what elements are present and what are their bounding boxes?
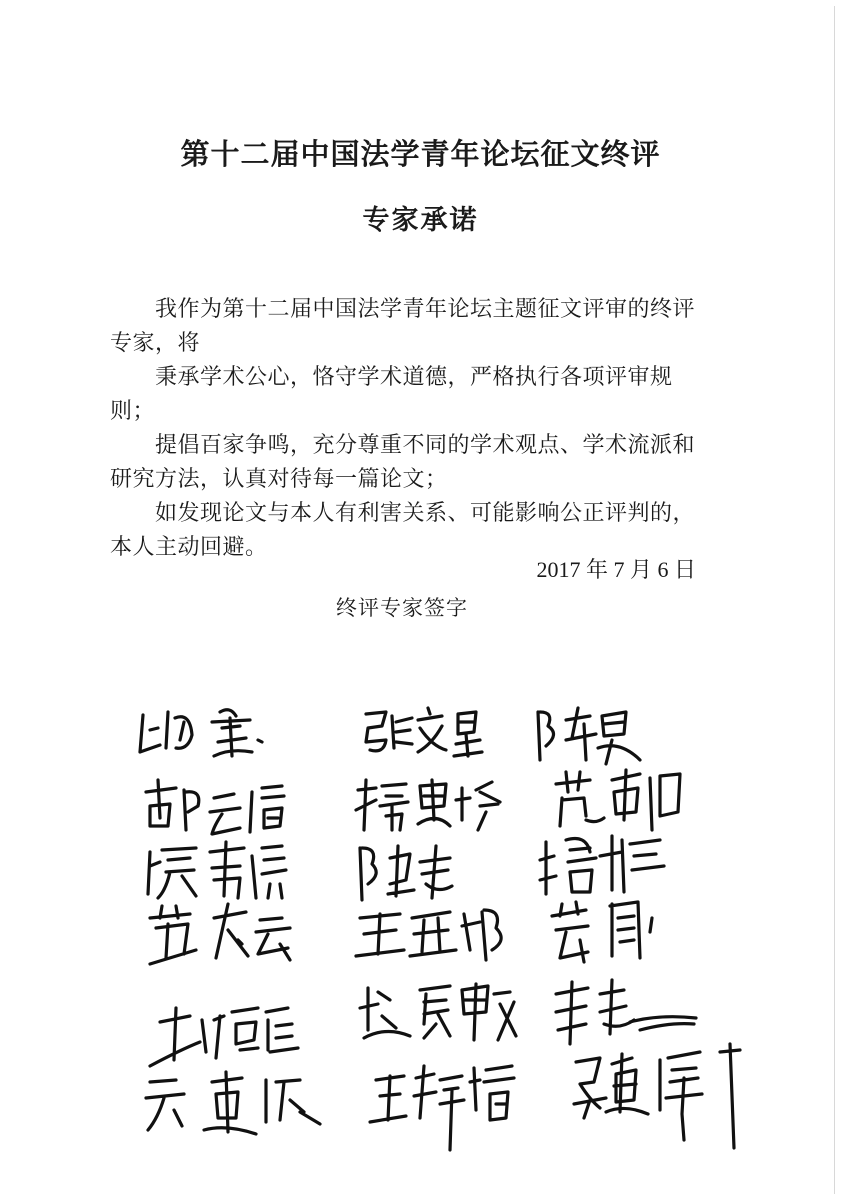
handwritten-signature <box>556 980 696 1044</box>
document-subtitle: 专家承诺 <box>362 205 479 236</box>
pledge-paragraph: 如发现论文与本人有利害关系、可能影响公正评判的，本人主动回避。 <box>110 501 696 560</box>
handwritten-signature <box>366 708 482 756</box>
signature-label: 终评专家签字 <box>336 596 468 620</box>
handwritten-signature <box>360 846 452 900</box>
handwritten-signature <box>574 1044 740 1148</box>
handwritten-signature <box>148 842 286 898</box>
handwritten-signature <box>552 902 652 962</box>
handwritten-signature <box>356 910 501 960</box>
handwritten-signature <box>356 780 500 830</box>
handwritten-signature <box>150 1008 298 1066</box>
handwritten-signature <box>556 770 680 830</box>
document-title: 第十二届中国法学青年论坛征文终评 <box>180 137 661 171</box>
handwritten-signature <box>370 1066 514 1150</box>
handwritten-signature <box>360 984 516 1040</box>
pledge-paragraph: 提倡百家争鸣，充分尊重不同的学术观点、学术流派和研究方法，认真对待每一篇论文； <box>110 433 696 492</box>
handwritten-signature <box>538 708 640 764</box>
document-date: 2017 年 7 月 6 日 <box>536 557 696 582</box>
handwritten-signature <box>140 710 262 756</box>
handwritten-signature <box>146 1072 320 1134</box>
handwritten-signature <box>150 904 290 964</box>
pledge-paragraph: 秉承学术公心，恪守学术道德，严格执行各项评审规则； <box>110 365 673 424</box>
handwritten-signature <box>540 836 664 894</box>
pledge-paragraph: 我作为第十二届中国法学青年论坛主题征文评审的终评专家，将 <box>110 297 696 356</box>
handwritten-signature <box>146 780 284 834</box>
